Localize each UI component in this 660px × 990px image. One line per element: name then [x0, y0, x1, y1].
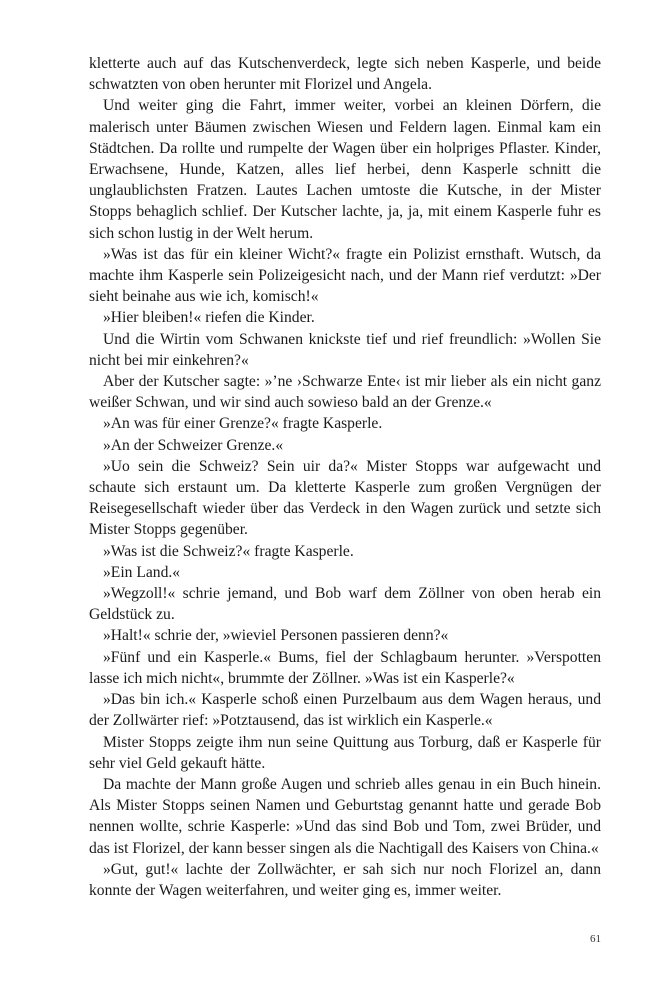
paragraph: »Was ist das für ein kleiner Wicht?« fragte ein Polizist ernsthaft. Wutsch, da machte ihm Kasperle sein Polizeigesicht nach, und der Mann rief verdutzt: »Der sieht beinahe aus wie ich, komisch!«: [89, 245, 601, 306]
paragraph: »Fünf und ein Kasperle.« Bums, fiel der Schlagbaum herunter. »Verspotten lasse ich mich nicht«, brummte der Zöllner. »Was ist ein Kasperle?«: [89, 648, 601, 687]
paragraph: »Was ist die Schweiz?« fragte Kasperle.: [103, 542, 354, 560]
paragraph: »Uo sein die Schweiz? Sein uir da?« Mister Stopps war aufgewacht und schaute sich erstaunt um. Da kletterte Kasperle zum großen Vergnügen der Reisegesellschaft wieder über das Verdeck in den Wagen zurück und setzte sich Mister Stopps gegenüber.: [89, 457, 601, 539]
paragraph: Und weiter ging die Fahrt, immer weiter, vorbei an kleinen Dörfern, die malerisch unter Bäumen zwischen Wiesen und Feldern lagen. Einmal kam ein Städtchen. Da rollte und rumpelte der Wagen über ein holpriges Pflaster. Kinder, Erwachsene, Hunde, Katzen, alles lief herbei, denn Kasperle schnitt die unglaublichsten Fratzen. Lautes Lachen umtoste die Kutsche, in der Mister Stopps behaglich schlief. Der Kutscher lachte, ja, ja, mit einem Kasperle fuhr es sich schon lustig in der Welt herum.: [89, 97, 601, 242]
body-text: [89, 53, 601, 901]
paragraph: »Das bin ich.« Kasperle schoß einen Purzelbaum aus dem Wagen heraus, und der Zollwärter rief: »Potztausend, das ist wirklich ein Kasperle.«: [89, 691, 601, 730]
page-number: 61: [590, 933, 601, 945]
paragraph: »An der Schweizer Grenze.«: [103, 436, 284, 454]
paragraph: Und die Wirtin vom Schwanen knickste tief und rief freundlich: »Wollen Sie nicht bei mir einkehren?«: [89, 330, 601, 369]
paragraph: »Ein Land.«: [103, 563, 181, 581]
paragraph: Da machte der Mann große Augen und schrieb alles genau in ein Buch hinein. Als Mister Stopps seinen Namen und Geburtstag genannt hatte und gerade Bob nennen wollte, schrie Kasperle: »Und das sind Bob und Tom, zwei Brüder, und das ist Florizel, der kann besser singen als die Nachtigall des Kaisers von China.«: [89, 775, 601, 857]
paragraph: Mister Stopps zeigte ihm nun seine Quittung aus Torburg, daß er Kasperle für sehr viel Geld gekauft hätte.: [89, 733, 601, 772]
paragraph-continuation: kletterte auch auf das Kutschenverdeck, legte sich neben Kasperle, und beide schwatzten von oben herunter mit Florizel und Angela.: [89, 55, 601, 94]
paragraph: »Halt!« schrie der, »wieviel Personen passieren denn?«: [103, 627, 449, 645]
paragraph: Aber der Kutscher sagte: »’ne ›Schwarze Ente‹ ist mir lieber als ein nicht ganz weißer Schwan, und wir sind auch sowieso bald an der Grenze.«: [89, 373, 601, 412]
paragraph: »Wegzoll!« schrie jemand, und Bob warf dem Zöllner von oben herab ein Geldstück zu.: [89, 585, 601, 624]
paragraph: »An was für einer Grenze?« fragte Kasperle.: [103, 415, 383, 433]
paragraph: »Gut, gut!« lachte der Zollwächter, er sah sich nur noch Florizel an, dann konnte der Wagen weiterfahren, und weiter ging es, immer weiter.: [89, 860, 601, 899]
paragraph: »Hier bleiben!« riefen die Kinder.: [103, 309, 315, 327]
